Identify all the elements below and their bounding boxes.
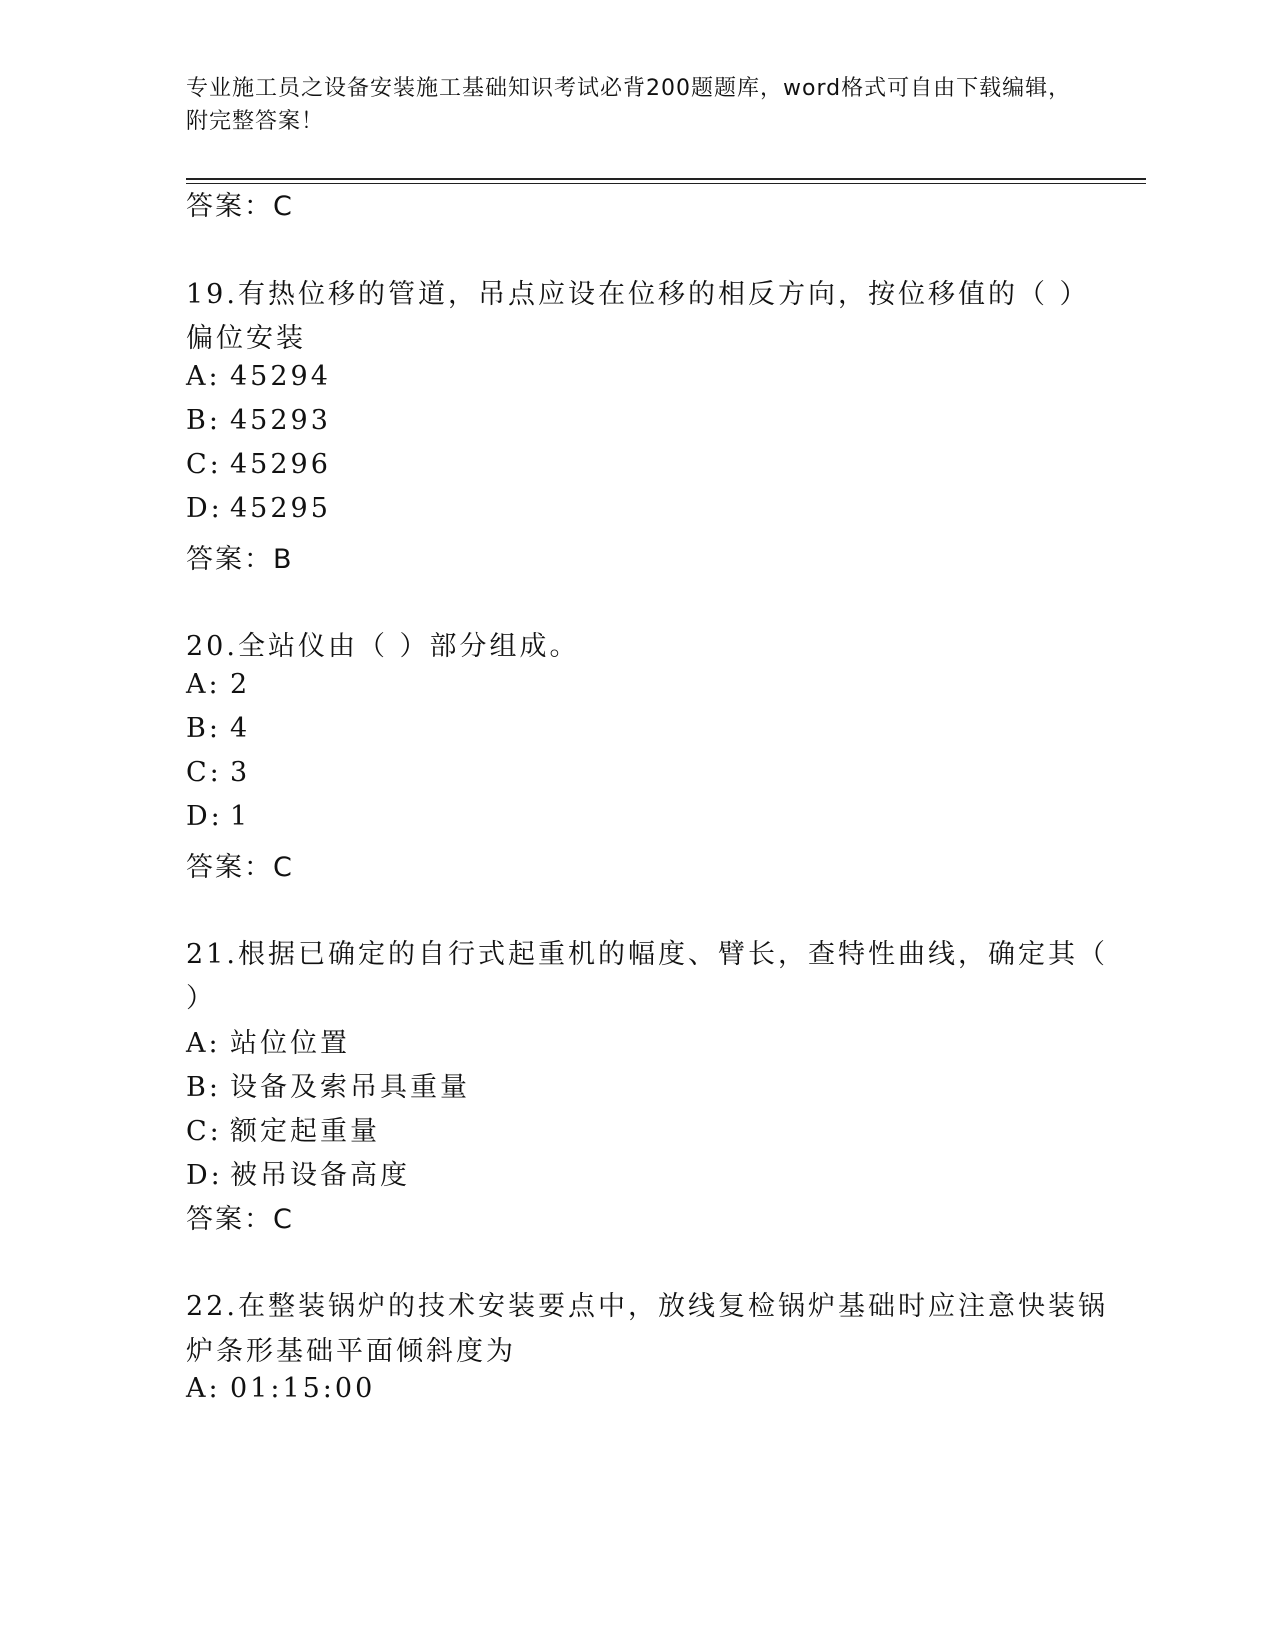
option-label: A: [186,669,221,700]
question-21-text: 21.根据已确定的自行式起重机的幅度、臂长，查特性曲线，确定其（ [186,939,1108,970]
option-text: 站位位置 [230,1028,350,1059]
option-a [186,1021,350,1060]
question-19-answer: 答案：B [186,544,294,575]
option-text: 45293 [230,405,331,436]
question-22-text-cont: 炉条形基础平面倾斜度为 [186,1336,516,1367]
header-divider-thick [186,178,1146,180]
option-label: B: [186,405,221,436]
option-c [186,449,331,480]
option-text: 45296 [230,449,331,480]
question-20-answer: 答案：C [186,852,294,883]
question-21-text-cont: ） [186,983,216,1014]
option-label: D: [186,493,223,524]
option-label: B: [186,713,221,744]
option-b [186,405,331,436]
option-text: 3 [230,757,251,788]
option-a [186,361,331,392]
option-c [186,1109,380,1148]
option-label: C: [186,1116,222,1147]
option-label: A: [186,361,221,392]
option-text: 01:15:00 [230,1373,376,1404]
question-20-text: 20.全站仪由（ ）部分组成。 [186,631,580,662]
header-divider-thin [186,183,1146,184]
option-label: D: [186,801,223,832]
question-19-text: 19.有热位移的管道，吊点应设在位移的相反方向，按位移值的（ ） [186,279,1090,310]
option-label: C: [186,757,222,788]
page-header-title: 专业施工员之设备安装施工基础知识考试必背200题题库，word格式可自由下载编辑，附完整答案！ [186,76,1072,134]
option-d [186,1153,410,1192]
option-d [186,801,250,832]
option-text: 设备及索吊具重量 [230,1072,470,1103]
option-text: 2 [230,669,251,700]
option-b [186,1065,470,1104]
option-text: 45294 [230,361,331,392]
question-21-answer: 答案：C [186,1204,294,1235]
option-text: 被吊设备高度 [230,1160,410,1191]
option-text: 4 [230,713,251,744]
option-label: B: [186,1072,221,1103]
option-text: 1 [230,801,251,832]
option-a [186,1373,375,1404]
answer-line: 答案：C [186,191,294,222]
option-text: 额定起重量 [230,1116,380,1147]
option-d [186,493,331,524]
option-text: 45295 [230,493,331,524]
question-19-text-cont: 偏位安装 [186,323,306,354]
option-label: A: [186,1028,221,1059]
option-label: D: [186,1160,223,1191]
option-a [186,669,250,700]
question-22-text: 22.在整装锅炉的技术安装要点中，放线复检锅炉基础时应注意快装锅 [186,1291,1108,1322]
option-label: A: [186,1373,221,1404]
option-b [186,713,250,744]
option-label: C: [186,449,222,480]
option-c [186,757,250,788]
